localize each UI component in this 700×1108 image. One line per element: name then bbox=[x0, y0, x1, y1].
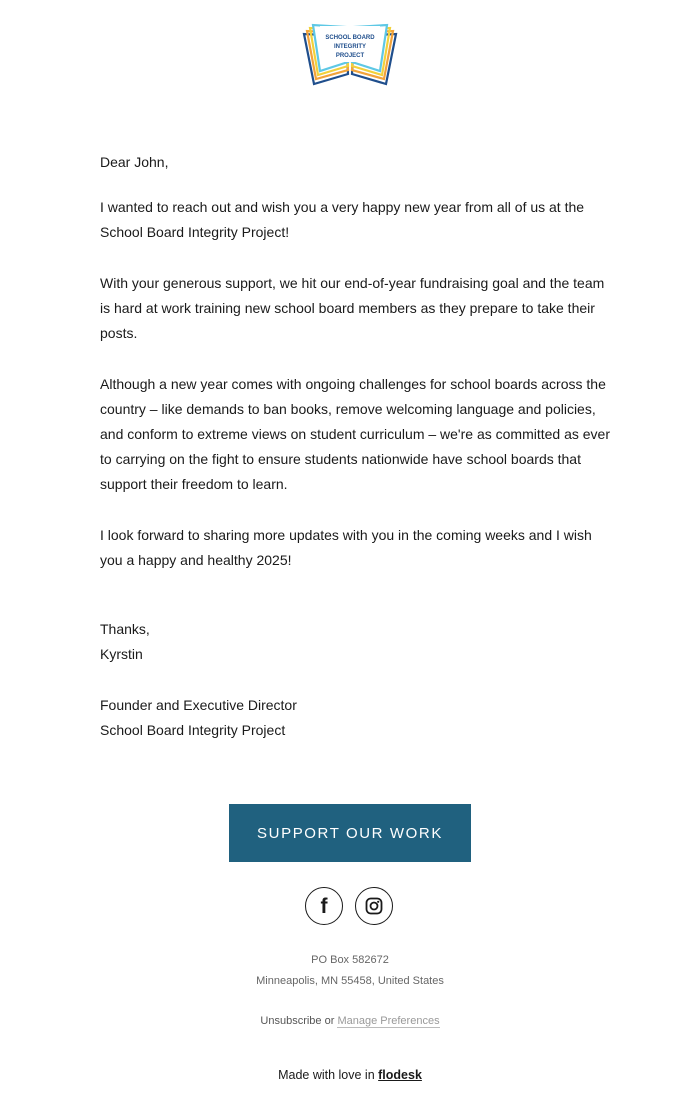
address-line-1: PO Box 582672 bbox=[311, 954, 389, 966]
school-board-integrity-project-logo bbox=[300, 18, 400, 88]
support-our-work-button[interactable]: SUPPORT OUR WORK bbox=[229, 804, 471, 862]
unsubscribe-link[interactable]: Unsubscribe bbox=[260, 1015, 322, 1027]
greeting: Dear John, bbox=[100, 154, 169, 170]
signer-name: Kyrstin bbox=[100, 646, 143, 662]
manage-preferences-link[interactable]: Manage Preferences bbox=[337, 1015, 440, 1027]
signer-title-block bbox=[100, 693, 610, 743]
facebook-icon[interactable] bbox=[305, 887, 343, 925]
svg-text:SCHOOL BOARD: SCHOOL BOARD bbox=[325, 35, 375, 41]
paragraph-updates: I look forward to sharing more updates with you in the coming weeks and I wish you a happy and healthy 2025! bbox=[100, 527, 592, 568]
flodesk-link[interactable]: flodesk bbox=[378, 1068, 422, 1082]
closing: Thanks, bbox=[100, 621, 150, 637]
address-line-2: Minneapolis, MN 55458, United States bbox=[256, 975, 444, 987]
signature bbox=[100, 617, 610, 667]
paragraph-challenges: Although a new year comes with ongoing challenges for school boards across the country – like demands to ban books, remove welcoming language and policies, and conform to extreme views on student curriculum – we're as committed as ever to carrying on the fight to ensure students nationwide have school boards that support their freedom to learn. bbox=[100, 376, 610, 492]
instagram-icon[interactable] bbox=[355, 887, 393, 925]
facebook-glyph: f bbox=[320, 894, 328, 918]
signer-title: Founder and Executive Director bbox=[100, 697, 297, 713]
svg-text:INTEGRITY: INTEGRITY bbox=[333, 44, 367, 50]
svg-text:PROJECT: PROJECT bbox=[335, 53, 365, 59]
made-with-text: Made with love in bbox=[278, 1068, 379, 1082]
or-text: or bbox=[321, 1015, 338, 1027]
paragraph-new-year: I wanted to reach out and wish you a very happy new year from all of us at the School Board Integrity Project! bbox=[100, 199, 585, 240]
paragraph-support: With your generous support, we hit our end-of-year fundraising goal and the team is hard at work training new school board members as they prepare to take their posts. bbox=[100, 275, 605, 341]
preferences-row bbox=[0, 1015, 700, 1027]
letter-body bbox=[100, 150, 610, 743]
made-with-love-row bbox=[0, 1068, 700, 1082]
signer-org: School Board Integrity Project bbox=[100, 722, 286, 738]
